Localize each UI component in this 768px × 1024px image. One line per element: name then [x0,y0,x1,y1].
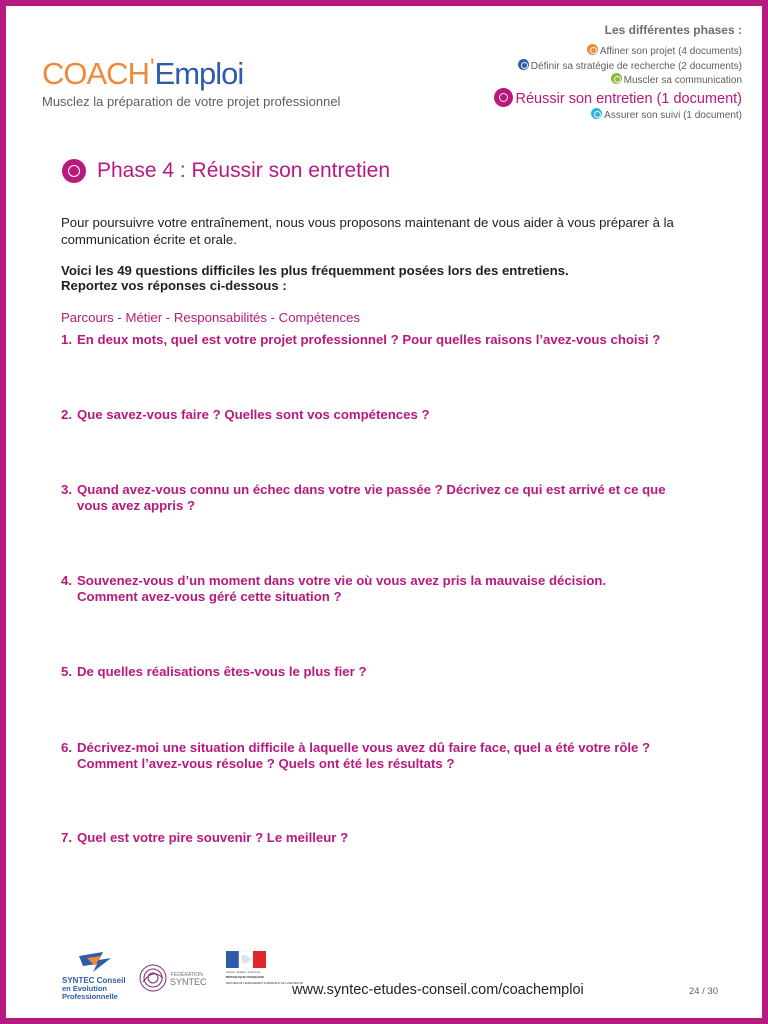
federation-syntec-logo [137,960,217,996]
question-number: 7. [61,830,72,845]
logo-text-name: SYNTEC [170,977,207,987]
logo-ministry: MINISTÈRE DE L'ENSEIGNEMENT SUPÉRIEUR ET DE LA RECHERCHE [226,983,303,985]
question-number: 1. [61,332,72,347]
ministere-logo [224,951,303,1001]
question-1 [61,332,731,348]
syntec-conseil-logo [61,950,127,1000]
question-number: 4. [61,573,72,588]
lead-line-2: Reportez vos réponses ci-dessous : [61,278,287,293]
question-text-continued: vous avez appris ? [77,498,195,513]
phase-5-icon [591,108,602,119]
phase-item-2[interactable] [494,59,742,74]
question-text: Que savez-vous faire ? Quelles sont vos compétences ? [77,407,430,422]
phase-4-icon [62,159,86,183]
question-7 [61,830,731,846]
phase-item-4-active[interactable] [494,88,742,108]
lead-line-1: Voici les 49 questions difficiles les plus fréquemment posées lors des entretiens. [61,263,569,278]
phases-title: Les différentes phases : [604,23,742,37]
question-number: 2. [61,407,72,422]
logo-republic: RÉPUBLIQUE FRANÇAISE [226,975,265,979]
lead-paragraph [61,263,731,293]
question-4 [61,573,731,605]
question-text: En deux mots, quel est votre projet professionnel ? Pour quelles raisons l’avez-vous choisi ? [77,332,661,347]
phase-2-icon [518,59,529,70]
footer-website-link[interactable]: www.syntec-etudes-conseil.com/coachemploi [292,982,584,998]
question-number: 6. [61,740,72,755]
intro-paragraph: Pour poursuivre votre entraînement, nous vous proposons maintenant de vous aider à vous préparer à la communication écrite et orale. [61,215,674,247]
phases-list [494,23,742,122]
question-text: Quand avez-vous connu un échec dans votre vie passée ? Décrivez ce qui est arrivé et ce que [77,482,666,497]
logo-part-coach: COACH [42,56,149,91]
phase-item-5[interactable] [494,108,742,123]
phase-4-icon [494,88,513,107]
section-label: Parcours - Métier - Responsabilités - Compétences [61,310,361,325]
page-title-text: Phase 4 : Réussir son entretien [97,159,390,182]
logo-text-line: en Evolution [62,984,107,993]
tagline: Musclez la préparation de votre projet professionnel [42,94,341,109]
question-number: 3. [61,482,72,497]
question-text-continued: Comment avez-vous géré cette situation ? [77,589,342,604]
question-text: Souvenez-vous d’un moment dans votre vie où vous avez pris la mauvaise décision. [77,573,607,588]
question-5 [61,664,731,680]
phase-item-1-label: Affiner son projet (4 documents) [599,46,742,57]
logo-text-line: SYNTEC Conseil [62,976,126,985]
logo-motto: Liberté • Égalité • Fraternité [226,970,261,974]
question-2 [61,407,731,423]
page-title [62,159,390,183]
question-text: Quel est votre pire souvenir ? Le meilleur ? [77,830,349,845]
question-text: De quelles réalisations êtes-vous le plus fier ? [77,664,367,679]
logo-apostrophe: ' [149,54,154,81]
question-3 [61,482,731,514]
phase-1-icon [587,44,598,55]
question-text: Décrivez-moi une situation difficile à laquelle vous avez dû faire face, quel a été votre rôle ? [77,740,651,755]
phase-item-2-label: Définir sa stratégie de recherche (2 documents) [530,60,742,72]
question-text-continued: Comment l’avez-vous résolue ? Quels ont été les résultats ? [77,756,455,771]
phase-3-icon [611,73,622,84]
logo-text-small: FÉDÉRATION [171,972,203,978]
phase-item-4-label: Réussir son entretien (1 document) [515,90,742,107]
phase-item-3[interactable] [494,73,742,88]
question-number: 5. [61,664,72,679]
coachemploi-logo [42,56,243,89]
phase-item-5-label: Assurer son suivi (1 document) [604,109,742,121]
logo-text-line: Professionnelle [62,992,118,1001]
page-number: 24 / 30 [688,986,718,997]
phase-item-3-label: Muscler sa communication [623,75,742,86]
logo-part-emploi: Emploi [154,56,244,91]
question-6 [61,740,731,772]
phase-item-1[interactable] [494,44,742,59]
